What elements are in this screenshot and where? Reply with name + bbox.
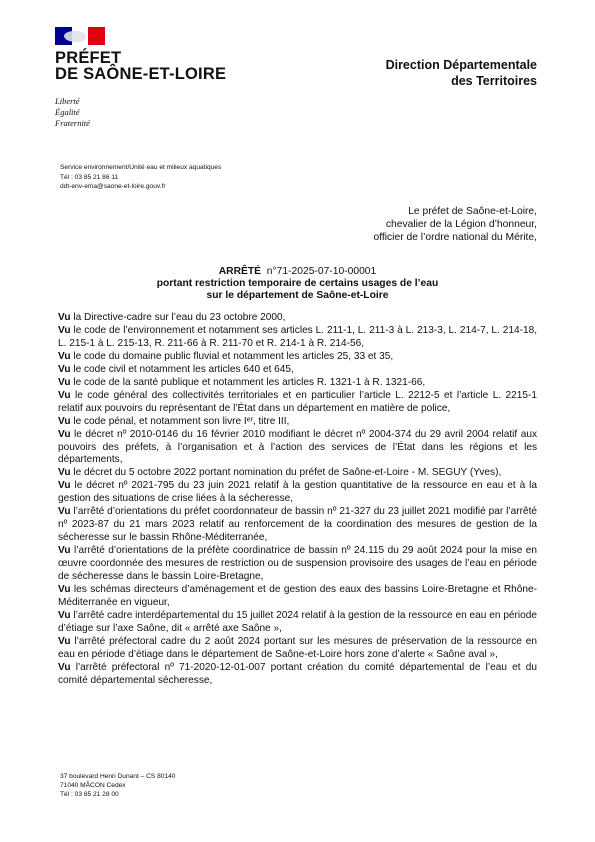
visa-paragraph xyxy=(58,390,537,416)
visa-text: le code de l’environnement et notamment ses articles L. 211-1, L. 211-3 à L. 213-3, L. 214-7, L. 214-18, L. 215-1 à L. 215-13, R. 211-66 à R. 211-70 et R. 214-1 à R. 214-56, xyxy=(58,324,537,349)
visa-text: le décret du 5 octobre 2022 portant nomination du préfet de Saône-et-Loire - M. SEGUY (Yves), xyxy=(70,467,502,479)
vu-label: Vu xyxy=(58,389,71,401)
service-contact xyxy=(60,163,250,192)
prefet-title xyxy=(55,50,226,82)
signer-block xyxy=(373,205,537,245)
footer-city: 71040 MÂCON Cedex xyxy=(60,782,126,790)
visa-paragraph xyxy=(58,312,537,325)
arrete-label: ARRÊTÉ xyxy=(218,266,262,277)
visa-text: les schémas directeurs d’aménagement et de gestion des eaux des bassins Loire-Bretagne et Rhône-Méditerranée en vigueur, xyxy=(58,584,537,608)
vu-label: Vu xyxy=(58,467,71,479)
footer-street: 37 boulevard Henri Dunant – CS 80140 xyxy=(60,773,176,780)
footer-address xyxy=(60,772,175,800)
vu-label: Vu xyxy=(58,506,71,518)
visa-text: le décret nº 2010-0146 du 16 février 2010 modifiant le décret nº 2004-374 du 29 avril 2004 relatif aux pouvoirs des préfets, à l’organisation et à l’action des services de l’État dans les régions et les départements, xyxy=(58,428,537,466)
service-email: ddt-env-ema@saone-et-loire.gouv.fr xyxy=(60,183,166,191)
visa-paragraph xyxy=(58,377,537,390)
prefet-line-1: PRÉFET xyxy=(55,49,122,67)
visa-paragraph xyxy=(58,610,537,636)
visa-paragraph xyxy=(58,662,537,688)
devise-fraternite: Fraternité xyxy=(55,118,90,128)
vu-label: Vu xyxy=(58,635,71,647)
vu-label: Vu xyxy=(58,609,71,621)
visa-text: le code civil et notamment les articles 640 et 645, xyxy=(70,363,294,375)
visa-paragraph xyxy=(58,545,537,584)
visa-paragraph xyxy=(58,364,537,377)
visa-text: le code de la santé publique et notamment les articles R. 1321-1 à R. 1321-66, xyxy=(70,376,426,388)
direction-line-2: des Territoires xyxy=(451,74,537,88)
visa-paragraph xyxy=(58,506,537,545)
signer-line-3: officier de l’ordre national du Mérite, xyxy=(373,232,537,244)
vu-label: Vu xyxy=(58,376,71,388)
visa-paragraph xyxy=(58,467,537,480)
prefet-line-2: DE SAÔNE-ET-LOIRE xyxy=(55,65,227,83)
vu-label: Vu xyxy=(58,350,71,362)
visa-text: l’arrêté préfectoral nº 71-2020-12-01-007 portant création du comité départemental de l’eau et du comité départemental sécheresse, xyxy=(58,661,537,686)
footer-phone: Tél : 03 85 21 28 00 xyxy=(60,791,119,799)
service-phone: Tél : 03 85 21 86 11 xyxy=(60,173,119,181)
signer-line-1: Le préfet de Saône-et-Loire, xyxy=(408,206,537,217)
signer-line-2: chevalier de la Légion d’honneur, xyxy=(385,219,537,231)
visa-paragraph xyxy=(58,325,537,351)
marianne-logo xyxy=(55,27,105,45)
visas-list xyxy=(58,312,537,688)
direction-line-1: Direction Départementale xyxy=(385,58,537,72)
devise-liberte: Liberté xyxy=(55,96,80,106)
vu-label: Vu xyxy=(58,324,71,336)
visa-paragraph xyxy=(58,584,537,610)
vu-label: Vu xyxy=(58,363,71,375)
visa-paragraph xyxy=(58,429,537,468)
visa-paragraph xyxy=(58,480,537,506)
visa-text: l’arrêté cadre interdépartemental du 15 juillet 2024 relatif à la gestion de la ressource en eau en période d’étiage sur l’axe Saône, dit « arrêté axe Saône », xyxy=(58,609,537,634)
devise-egalite: Égalité xyxy=(55,107,80,117)
arrete-title xyxy=(58,266,537,302)
vu-label: Vu xyxy=(58,312,71,323)
arrete-subtitle-2: sur le département de Saône-et-Loire xyxy=(206,290,389,301)
visa-text: l’arrêté d’orientations de la préfète coordinatrice de bassin nº 24.115 du 29 août 2024 pour la mise en œuvre coordonnée des mesures de restriction ou de suspension provisoire des usages de l’eau en période de sécheresse dans le bassin Loire-Bretagne, xyxy=(58,545,537,583)
visa-paragraph xyxy=(58,351,537,364)
vu-label: Vu xyxy=(58,584,71,596)
visa-text: le code général des collectivités territoriales et en particulier l’article L. 2212-5 et l’article L. 2215-1 relatif aux pouvoirs du représentant de l’État dans un département en matière de police, xyxy=(58,389,537,414)
visa-text: l’arrêté d’orientations du préfet coordonnateur de bassin nº 21-327 du 23 juillet 2021 modifié par l’arrêté nº 2023-87 du 21 mars 2023 relatif au renforcement de la coordination des mesures de gestion de la sécheresse sur le bassin Rhône-Méditerranée, xyxy=(58,506,537,544)
vu-label: Vu xyxy=(58,480,71,492)
visa-text: l’arrêté préfectoral cadre du 2 août 2024 portant sur les mesures de préservation de la ressource en eau en période d’étiage dans le département de Saône-et-Loire hors zone d’alerte « Saône aval », xyxy=(58,635,537,660)
visa-text: le code pénal, et notamment son livre Iᵉʳ, titre III, xyxy=(70,415,290,427)
visa-paragraph xyxy=(58,416,537,429)
visa-paragraph xyxy=(58,636,537,662)
visa-text: le code du domaine public fluvial et notamment les articles 25, 33 et 35, xyxy=(70,350,394,362)
visa-text: le décret nº 2021-795 du 23 juin 2021 relatif à la gestion quantitative de la ressource en eau et à la gestion des situations de crise liées à la sécheresse, xyxy=(58,480,537,505)
arrete-number: n°71-2025-07-10-00001 xyxy=(266,266,377,277)
arrete-subtitle-1: portant restriction temporaire de certains usages de l’eau xyxy=(156,278,439,289)
direction-name xyxy=(386,57,537,89)
devise xyxy=(55,96,90,129)
vu-label: Vu xyxy=(58,415,71,427)
vu-label: Vu xyxy=(58,661,71,673)
visa-text: la Directive-cadre sur l’eau du 23 octobre 2000, xyxy=(70,312,286,323)
service-name: Service environnement/Unité eau et milieux aquatiques xyxy=(60,164,222,171)
vu-label: Vu xyxy=(58,428,71,440)
vu-label: Vu xyxy=(58,545,71,557)
